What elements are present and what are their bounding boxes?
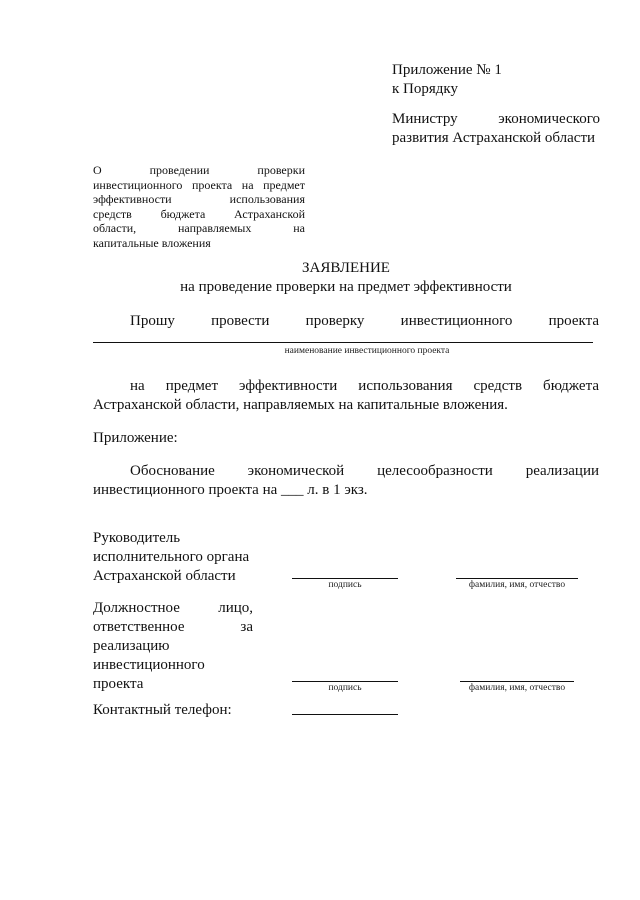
request-text: Прошу провести проверку инвестиционного проекта	[130, 313, 599, 329]
appendix-number: Приложение № 1	[392, 62, 502, 78]
addressee-line-2: развития Астраханской области	[392, 130, 596, 146]
project-name-caption: наименование инвестиционного проекта	[284, 346, 450, 356]
document-subject	[93, 163, 305, 251]
addressee-block	[392, 61, 600, 148]
contact-phone-label: Контактный телефон:	[93, 702, 232, 718]
attachment-line-1: Обоснование экономической целесообразности реализации	[130, 463, 599, 479]
signatory-head-line: Астраханской области	[93, 568, 236, 584]
signatory-official-line: проекта	[93, 676, 144, 692]
attachment-heading: Приложение:	[93, 430, 178, 446]
signatory-head-line: Руководитель	[93, 530, 181, 546]
official-name-caption: фамилия, имя, отчество	[468, 683, 566, 693]
subject-line: эффективности использования	[93, 192, 305, 207]
title-sub: на проведение проверки на предмет эффективности	[180, 279, 512, 295]
official-name-field[interactable]	[460, 681, 574, 682]
head-signature-caption: подпись	[328, 580, 362, 590]
title-main: ЗАЯВЛЕНИЕ	[302, 260, 390, 276]
contact-phone-field[interactable]	[292, 714, 398, 715]
head-name-field[interactable]	[456, 578, 578, 579]
subject-line: инвестиционного проекта на предмет	[93, 177, 305, 192]
subject-line: О проведении проверки	[93, 163, 305, 177]
head-name-caption: фамилия, имя, отчество	[468, 580, 566, 590]
signatory-official-line: инвестиционного	[93, 657, 205, 673]
signatory-official-line: Должностное лицо,	[93, 600, 253, 616]
appendix-ref: к Порядку	[392, 81, 458, 97]
official-signature-caption: подпись	[328, 683, 362, 693]
attachment-paragraph	[93, 462, 599, 500]
purpose-paragraph	[93, 377, 599, 415]
subject-line: капитальные вложения	[93, 235, 211, 250]
project-name-field[interactable]	[93, 342, 593, 343]
purpose-line-2: Астраханской области, направляемых на капитальные вложения.	[93, 397, 508, 413]
signatory-official	[93, 599, 253, 694]
subject-line: средств бюджета Астраханской	[93, 206, 305, 221]
signatory-head-line: исполнительного органа	[93, 549, 250, 565]
purpose-line-1: на предмет эффективности использования средств бюджета	[130, 378, 599, 394]
document-title	[93, 259, 599, 297]
signatory-head	[93, 529, 253, 586]
addressee-line-1: Министру экономического	[392, 111, 600, 127]
attachment-line-2: инвестиционного проекта на ___ л. в 1 экз.	[93, 482, 368, 498]
request-paragraph	[93, 312, 599, 330]
signatory-official-line: ответственное за	[93, 619, 253, 635]
head-signature-field[interactable]	[292, 578, 398, 579]
subject-line: области, направляемых на	[93, 221, 305, 236]
signatory-official-line: реализацию	[93, 638, 170, 654]
official-signature-field[interactable]	[292, 681, 398, 682]
